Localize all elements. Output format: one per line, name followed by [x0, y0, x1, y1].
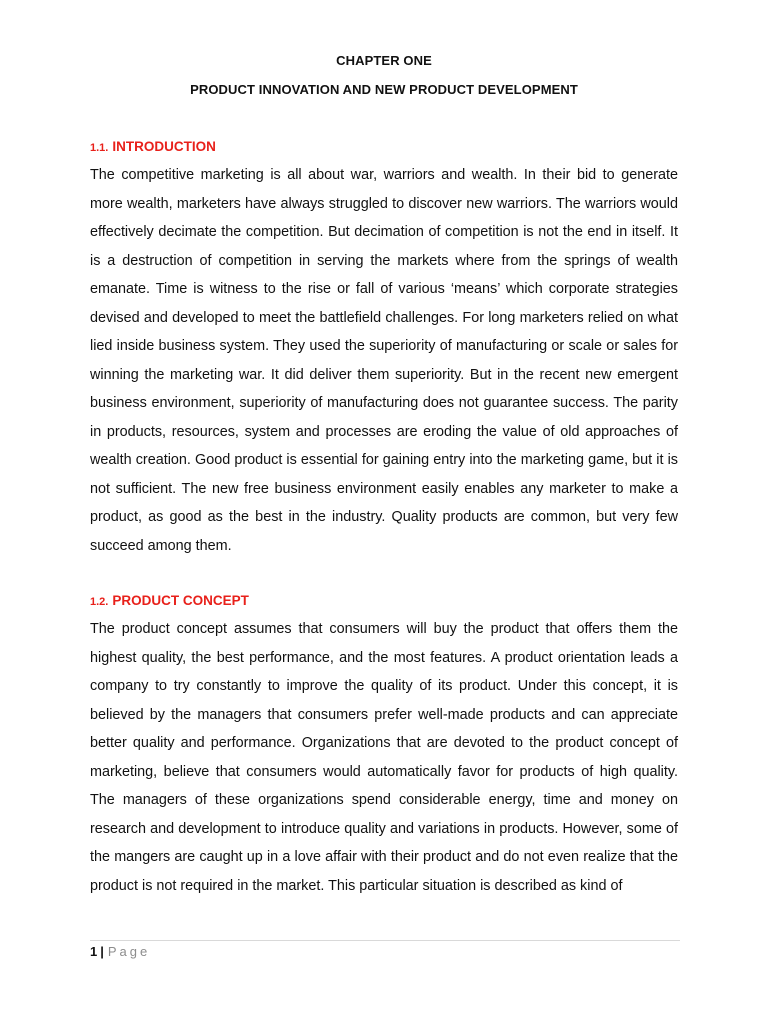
section-heading: [90, 133, 678, 161]
section-product-concept: [90, 587, 678, 900]
footer-divider: [90, 940, 680, 941]
chapter-title: PRODUCT INNOVATION AND NEW PRODUCT DEVELOPMENT: [190, 82, 578, 97]
section-number: 1.1.: [90, 142, 109, 154]
page-label: Page: [107, 944, 151, 959]
section-paragraph: The product concept assumes that consumers will buy the product that offers them the highest quality, the best performance, and the most features. A product orientation leads a company to try constantly to improve the quality of its product. Under this concept, it is believed by the managers that consumers prefer well-made products and can appreciate better quality and performance. Organizations that are devoted to the product concept of marketing, believe that consumers would automatically favor for products of high quality. The managers of these organizations spend considerable energy, time and money on research and development to introduce quality and variations in products. However, some of the mangers are caught up in a love affair with their product and do not even realize that the product is not required in the market. This particular situation is described as kind of: [90, 621, 678, 894]
section-title: PRODUCT CONCEPT: [112, 593, 249, 608]
section-paragraph: The competitive marketing is all about war, warriors and wealth. In their bid to generate more wealth, marketers have always struggled to discover new warriors. The warriors would effectively decimate the competition. But decimation of competition is not the end in itself. It is a destruction of competition in serving the markets where from the springs of wealth emanate. Time is witness to the rise or fall of various ‘means’ which corporate strategies devised and developed to meet the battlefield challenges. For long marketers relied on what lied inside business system. They used the superiority of manufacturing or scale or sales for winning the marketing war. It did deliver them superiority. But in the recent new emergent business environment, superiority of manufacturing does not guarantee success. The parity in products, resources, system and processes are eroding the value of old approaches of wealth creation. Good product is essential for gaining entry into the marketing game, but it is not sufficient. The new free business environment easily enables any marketer to make a product, as good as the best in the industry. Quality products are common, but very few succeed among them.: [90, 167, 678, 554]
section-number: 1.2.: [90, 596, 109, 608]
section-title: INTRODUCTION: [112, 139, 216, 154]
chapter-label: CHAPTER ONE: [336, 53, 432, 68]
page-footer: [90, 943, 150, 961]
footer-separator: |: [100, 944, 104, 959]
page-number: 1: [90, 944, 98, 959]
section-heading: [90, 587, 678, 615]
section-introduction: [90, 133, 678, 560]
